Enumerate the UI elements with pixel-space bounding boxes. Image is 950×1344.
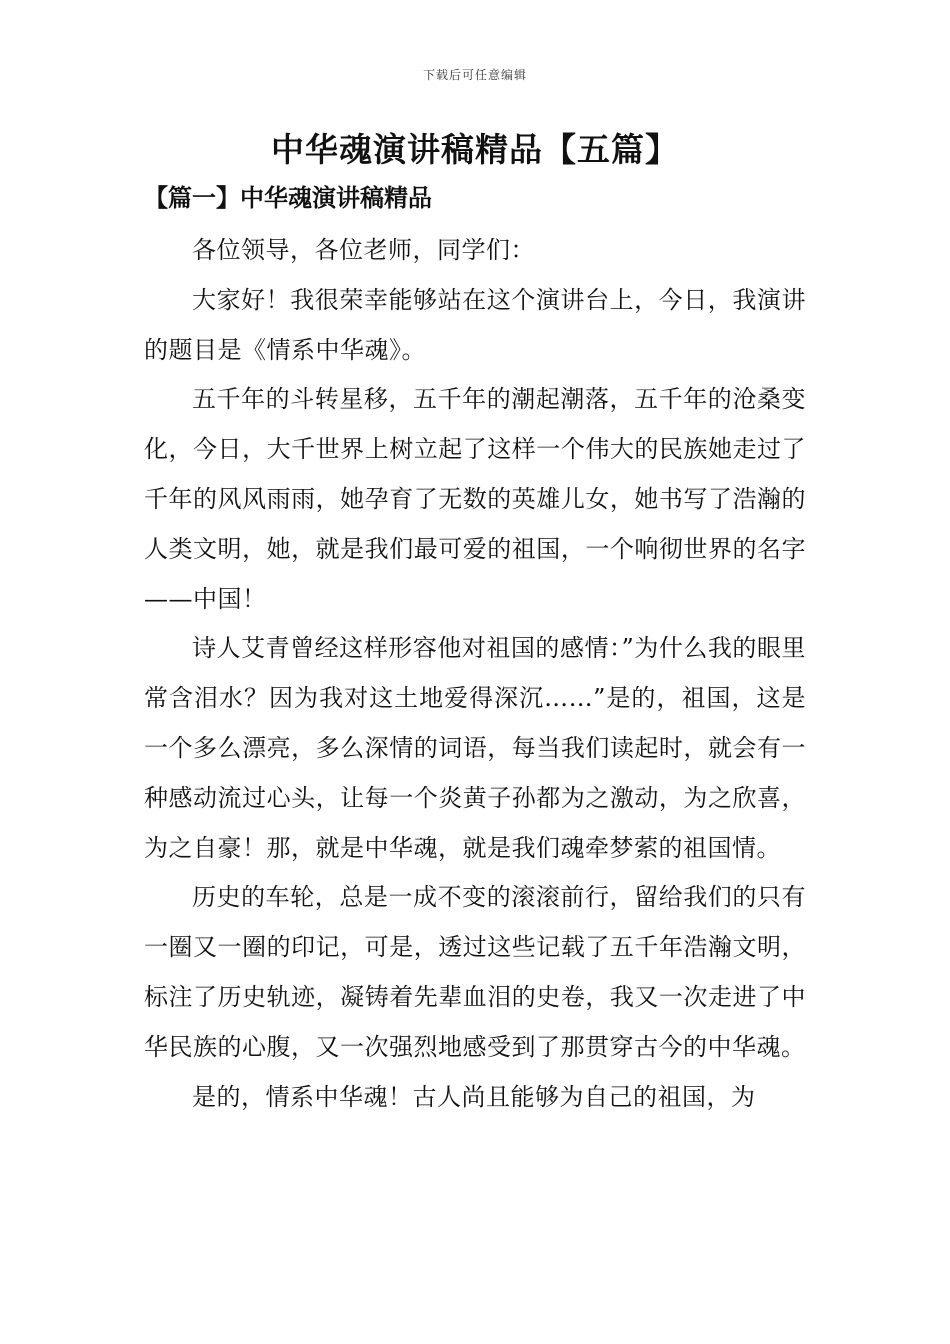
document-body xyxy=(144,226,806,1122)
paragraph-closing: 是的，情系中华魂！古人尚且能够为自己的祖国，为 xyxy=(192,1082,756,1111)
paragraph-wheel: 历史的车轮，总是一成不变的滚滚前行，留给我们的只有一圈又一圈的印记，可是，透过这些记载了五千年浩瀚文明，标注了历史轨迹，凝铸着先辈血泪的史卷，我又一次走进了中华民族的心腹，又一次强烈地感受到了那贯穿古今的中华魂。 xyxy=(144,883,806,1061)
section-heading: 【篇一】中华魂演讲稿精品 xyxy=(144,183,432,212)
paragraph-history: 五千年的斗转星移，五千年的潮起潮落，五千年的沧桑变化，今日，大千世界上树立起了这样一个伟大的民族她走过了千年的风风雨雨，她孕育了无数的英雄儿女，她书写了浩瀚的人类文明，她，就是我们最可爱的祖国，一个响彻世界的名字——中国！ xyxy=(144,385,806,613)
paragraph-greeting: 各位领导，各位老师，同学们： xyxy=(192,236,535,264)
paragraph-poet: 诗人艾青曾经这样形容他对祖国的感情：”为什么我的眼里常含泪水？因为我对这土地爱得深沉……”是的，祖国，这是一个多么漂亮，多么深情的词语，每当我们读起时，就会有一种感动流过心头，让每一个炎黄子孙都为之激动，为之欣喜，为之自豪！那，就是中华魂，就是我们魂牵梦萦的祖国情。 xyxy=(144,634,806,862)
paragraph-intro: 大家好！我很荣幸能够站在这个演讲台上，今日，我演讲的题目是《情系中华魂》。 xyxy=(144,285,806,364)
header-note: 下载后可任意编辑 xyxy=(422,68,527,82)
document-title: 中华魂演讲稿精品【五篇】 xyxy=(271,130,679,169)
